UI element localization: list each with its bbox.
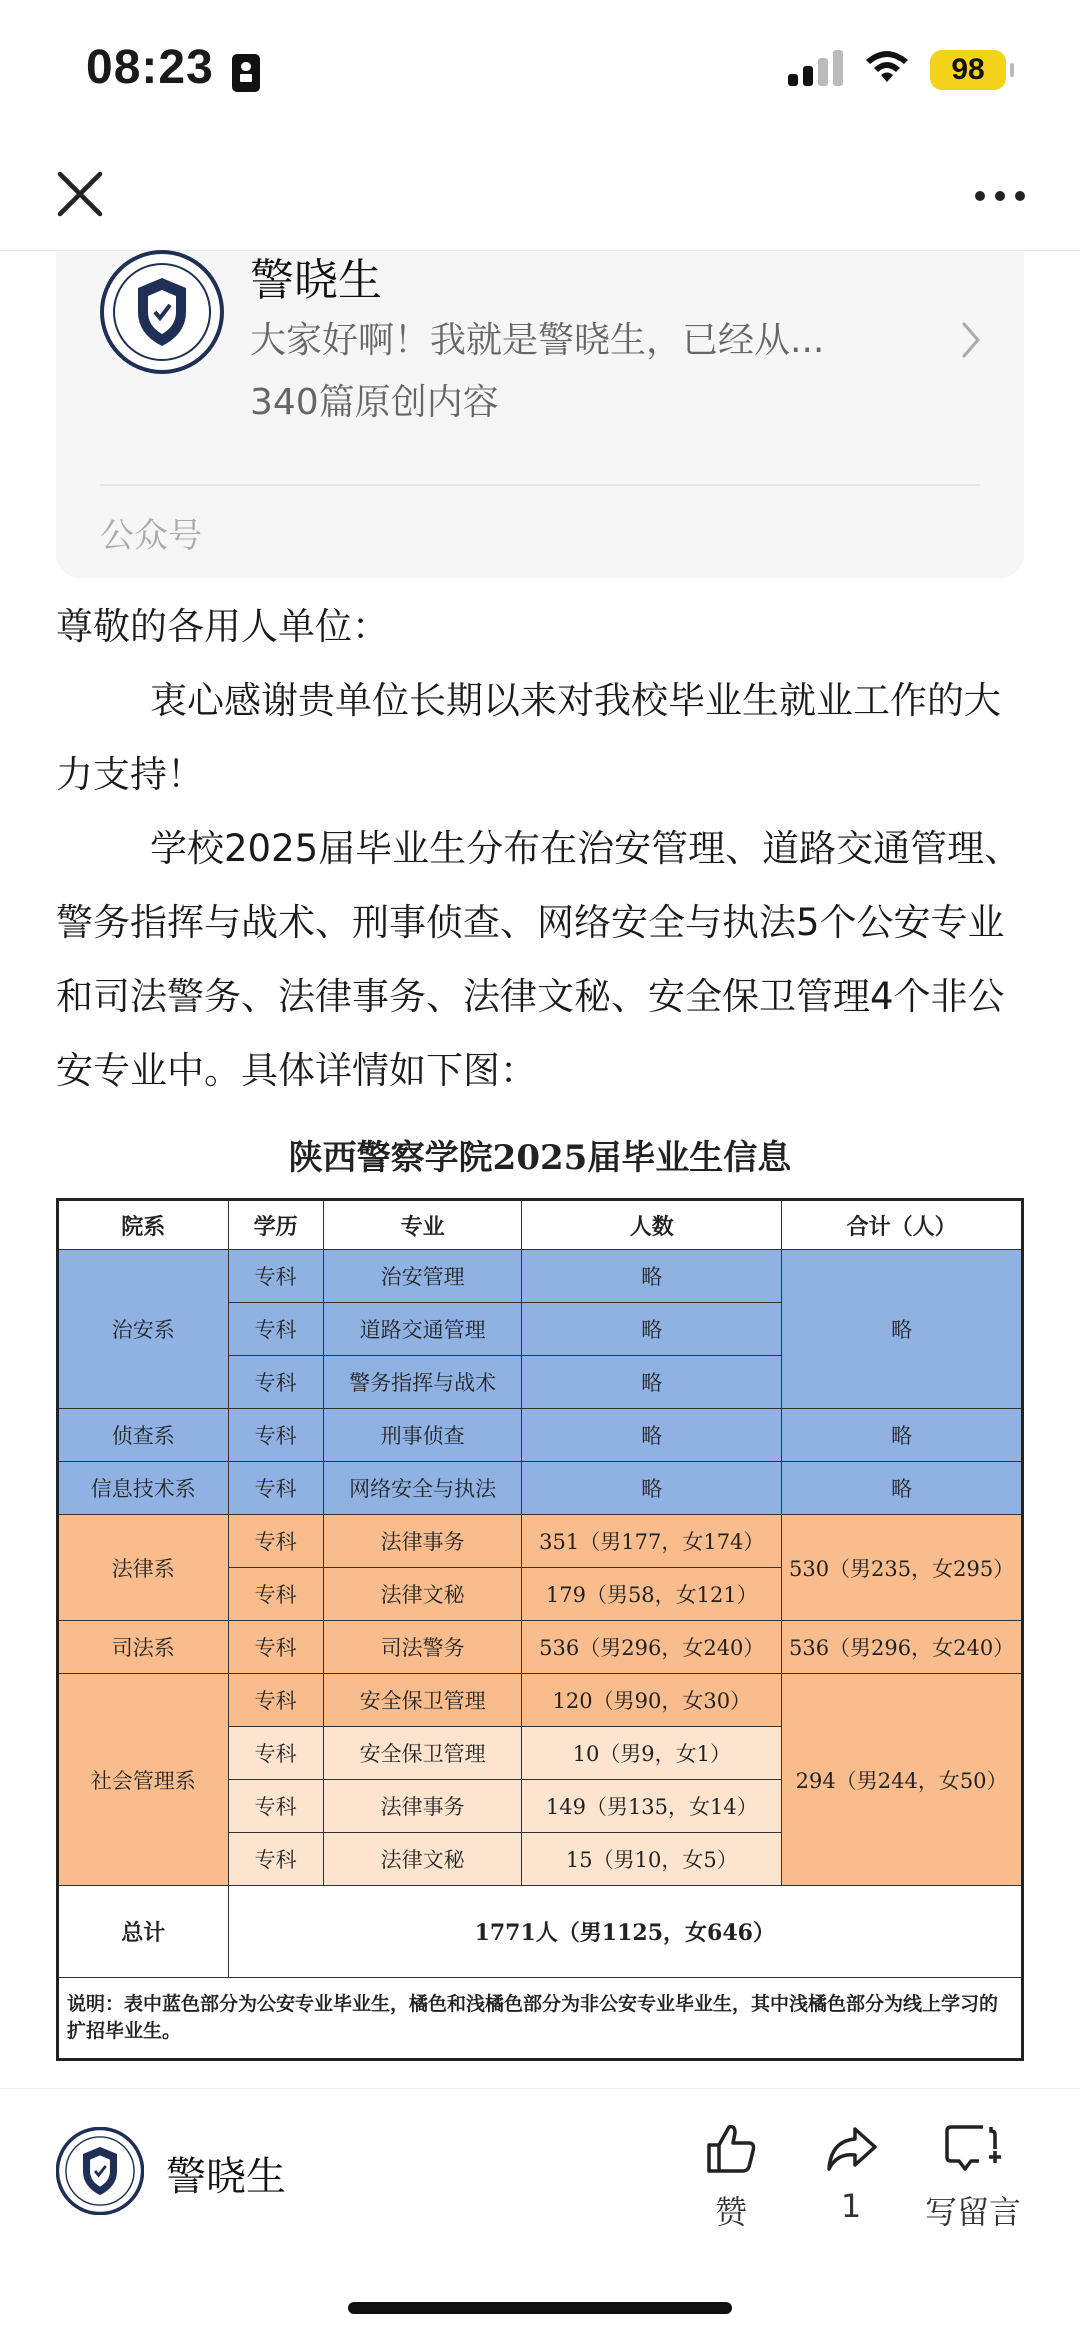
table-header-row (58, 1200, 1023, 1250)
cell-major: 法律文秘 (323, 1833, 522, 1886)
table-row (58, 1621, 1023, 1674)
cell-dept: 法律系 (58, 1515, 229, 1621)
cell-degree: 专科 (228, 1356, 323, 1409)
cell-count: 351（男177，女174） (522, 1515, 782, 1568)
table-row (58, 1250, 1023, 1303)
cell-total-value: 1771人（男1125，女646） (228, 1886, 1022, 1978)
cell-major: 法律事务 (323, 1780, 522, 1833)
cell-major: 司法警务 (323, 1621, 522, 1674)
comment-label: 写留言 (924, 2193, 1021, 2231)
nav-bar (0, 140, 1080, 252)
status-time: 08:23 (86, 41, 214, 94)
comment-add-icon (943, 2121, 1003, 2177)
table-row (58, 1674, 1023, 1727)
wifi-icon (862, 46, 912, 86)
cell-count: 10（男9，女1） (522, 1727, 782, 1780)
original-count: 340篇原创内容 (250, 382, 499, 423)
share-arrow-icon (823, 2121, 879, 2177)
cell-degree: 专科 (228, 1462, 323, 1515)
close-icon[interactable] (52, 166, 108, 222)
cell-degree: 专科 (228, 1780, 323, 1833)
table-total-row (58, 1886, 1023, 1978)
account-description: 大家好啊！我就是警晓生，已经从... (250, 320, 825, 361)
table-note-row (58, 1978, 1023, 2060)
cell-count: 略 (522, 1462, 782, 1515)
cell-count: 179（男58，女121） (522, 1568, 782, 1621)
cell-count: 略 (522, 1250, 782, 1303)
cell-count: 略 (522, 1409, 782, 1462)
cell-degree: 专科 (228, 1250, 323, 1303)
share-button[interactable] (796, 2121, 906, 2225)
account-logo (100, 250, 224, 374)
account-card[interactable] (56, 252, 1024, 578)
cell-dept: 侦查系 (58, 1409, 229, 1462)
account-type: 公众号 (100, 516, 202, 556)
card-divider (100, 484, 980, 486)
header-count: 人数 (522, 1200, 782, 1250)
cell-dept: 社会管理系 (58, 1674, 229, 1886)
cell-degree: 专科 (228, 1515, 323, 1568)
cell-total: 294（男244，女50） (782, 1674, 1023, 1886)
cell-total-label: 总计 (58, 1886, 229, 1978)
table-row (58, 1515, 1023, 1568)
cell-dept: 司法系 (58, 1621, 229, 1674)
cell-count: 120（男90，女30） (522, 1674, 782, 1727)
thumbs-up-icon (703, 2121, 759, 2177)
like-label: 赞 (714, 2193, 747, 2231)
cell-count: 略 (522, 1356, 782, 1409)
like-button[interactable] (676, 2121, 786, 2233)
cell-major: 道路交通管理 (323, 1303, 522, 1356)
chevron-right-icon (956, 318, 986, 362)
cell-total: 536（男296，女240） (782, 1621, 1023, 1674)
table-row (58, 1462, 1023, 1515)
paragraph-thanks: 衷心感谢贵单位长期以来对我校毕业生就业工作的大力支持！ (56, 679, 1001, 796)
cell-total: 略 (782, 1250, 1023, 1409)
cell-major: 安全保卫管理 (323, 1674, 522, 1727)
cell-degree: 专科 (228, 1621, 323, 1674)
cell-major: 安全保卫管理 (323, 1727, 522, 1780)
table-title: 陕西警察学院2025届毕业生信息 (288, 1138, 792, 1178)
cell-count: 略 (522, 1303, 782, 1356)
comment-button[interactable] (918, 2121, 1028, 2233)
cell-degree: 专科 (228, 1727, 323, 1780)
account-name: 警晓生 (250, 255, 382, 306)
bottom-bar (0, 2088, 1080, 2337)
cell-degree: 专科 (228, 1568, 323, 1621)
cell-major: 网络安全与执法 (323, 1462, 522, 1515)
article-body (56, 590, 1026, 1108)
cell-major: 治安管理 (323, 1250, 522, 1303)
table-row (58, 1409, 1023, 1462)
battery-indicator: 98 (930, 50, 1006, 90)
cellular-signal-icon (786, 48, 846, 88)
header-total: 合计（人） (782, 1200, 1023, 1250)
cell-major: 法律文秘 (323, 1568, 522, 1621)
cell-total: 略 (782, 1409, 1023, 1462)
header-major: 专业 (323, 1200, 522, 1250)
cell-dept: 信息技术系 (58, 1462, 229, 1515)
bottom-account-name[interactable]: 警晓生 (166, 2154, 286, 2200)
cell-dept: 治安系 (58, 1250, 229, 1409)
cell-count: 15（男10，女5） (522, 1833, 782, 1886)
cell-degree: 专科 (228, 1833, 323, 1886)
cell-degree: 专科 (228, 1674, 323, 1727)
table-note: 说明：表中蓝色部分为公安专业毕业生，橘色和浅橘色部分为非公安专业毕业生，其中浅橘色部分为线上学习的扩招毕业生。 (58, 1978, 1023, 2060)
cell-total: 略 (782, 1462, 1023, 1515)
status-bar (0, 0, 1080, 140)
cell-major: 法律事务 (323, 1515, 522, 1568)
more-options-icon[interactable] (972, 176, 1028, 216)
sim-card-icon (232, 54, 260, 92)
paragraph-distribution: 学校2025届毕业生分布在治安管理、道路交通管理、警务指挥与战术、刑事侦查、网络安全与执法5个公安专业和司法警务、法律事务、法律文秘、安全保卫管理4个非公安专业中。具体详情如下图： (56, 827, 1022, 1092)
header-degree: 学历 (228, 1200, 323, 1250)
home-indicator (348, 2302, 732, 2314)
graduate-table (56, 1198, 1024, 2061)
share-count: 1 (840, 2187, 862, 2225)
cell-degree: 专科 (228, 1409, 323, 1462)
cell-major: 刑事侦查 (323, 1409, 522, 1462)
greeting: 尊敬的各用人单位： (56, 605, 389, 648)
cell-degree: 专科 (228, 1303, 323, 1356)
cell-count: 149（男135，女14） (522, 1780, 782, 1833)
cell-major: 警务指挥与战术 (323, 1356, 522, 1409)
header-dept: 院系 (58, 1200, 229, 1250)
cell-total: 530（男235，女295） (782, 1515, 1023, 1621)
account-logo-small[interactable] (56, 2127, 144, 2215)
cell-count: 536（男296，女240） (522, 1621, 782, 1674)
